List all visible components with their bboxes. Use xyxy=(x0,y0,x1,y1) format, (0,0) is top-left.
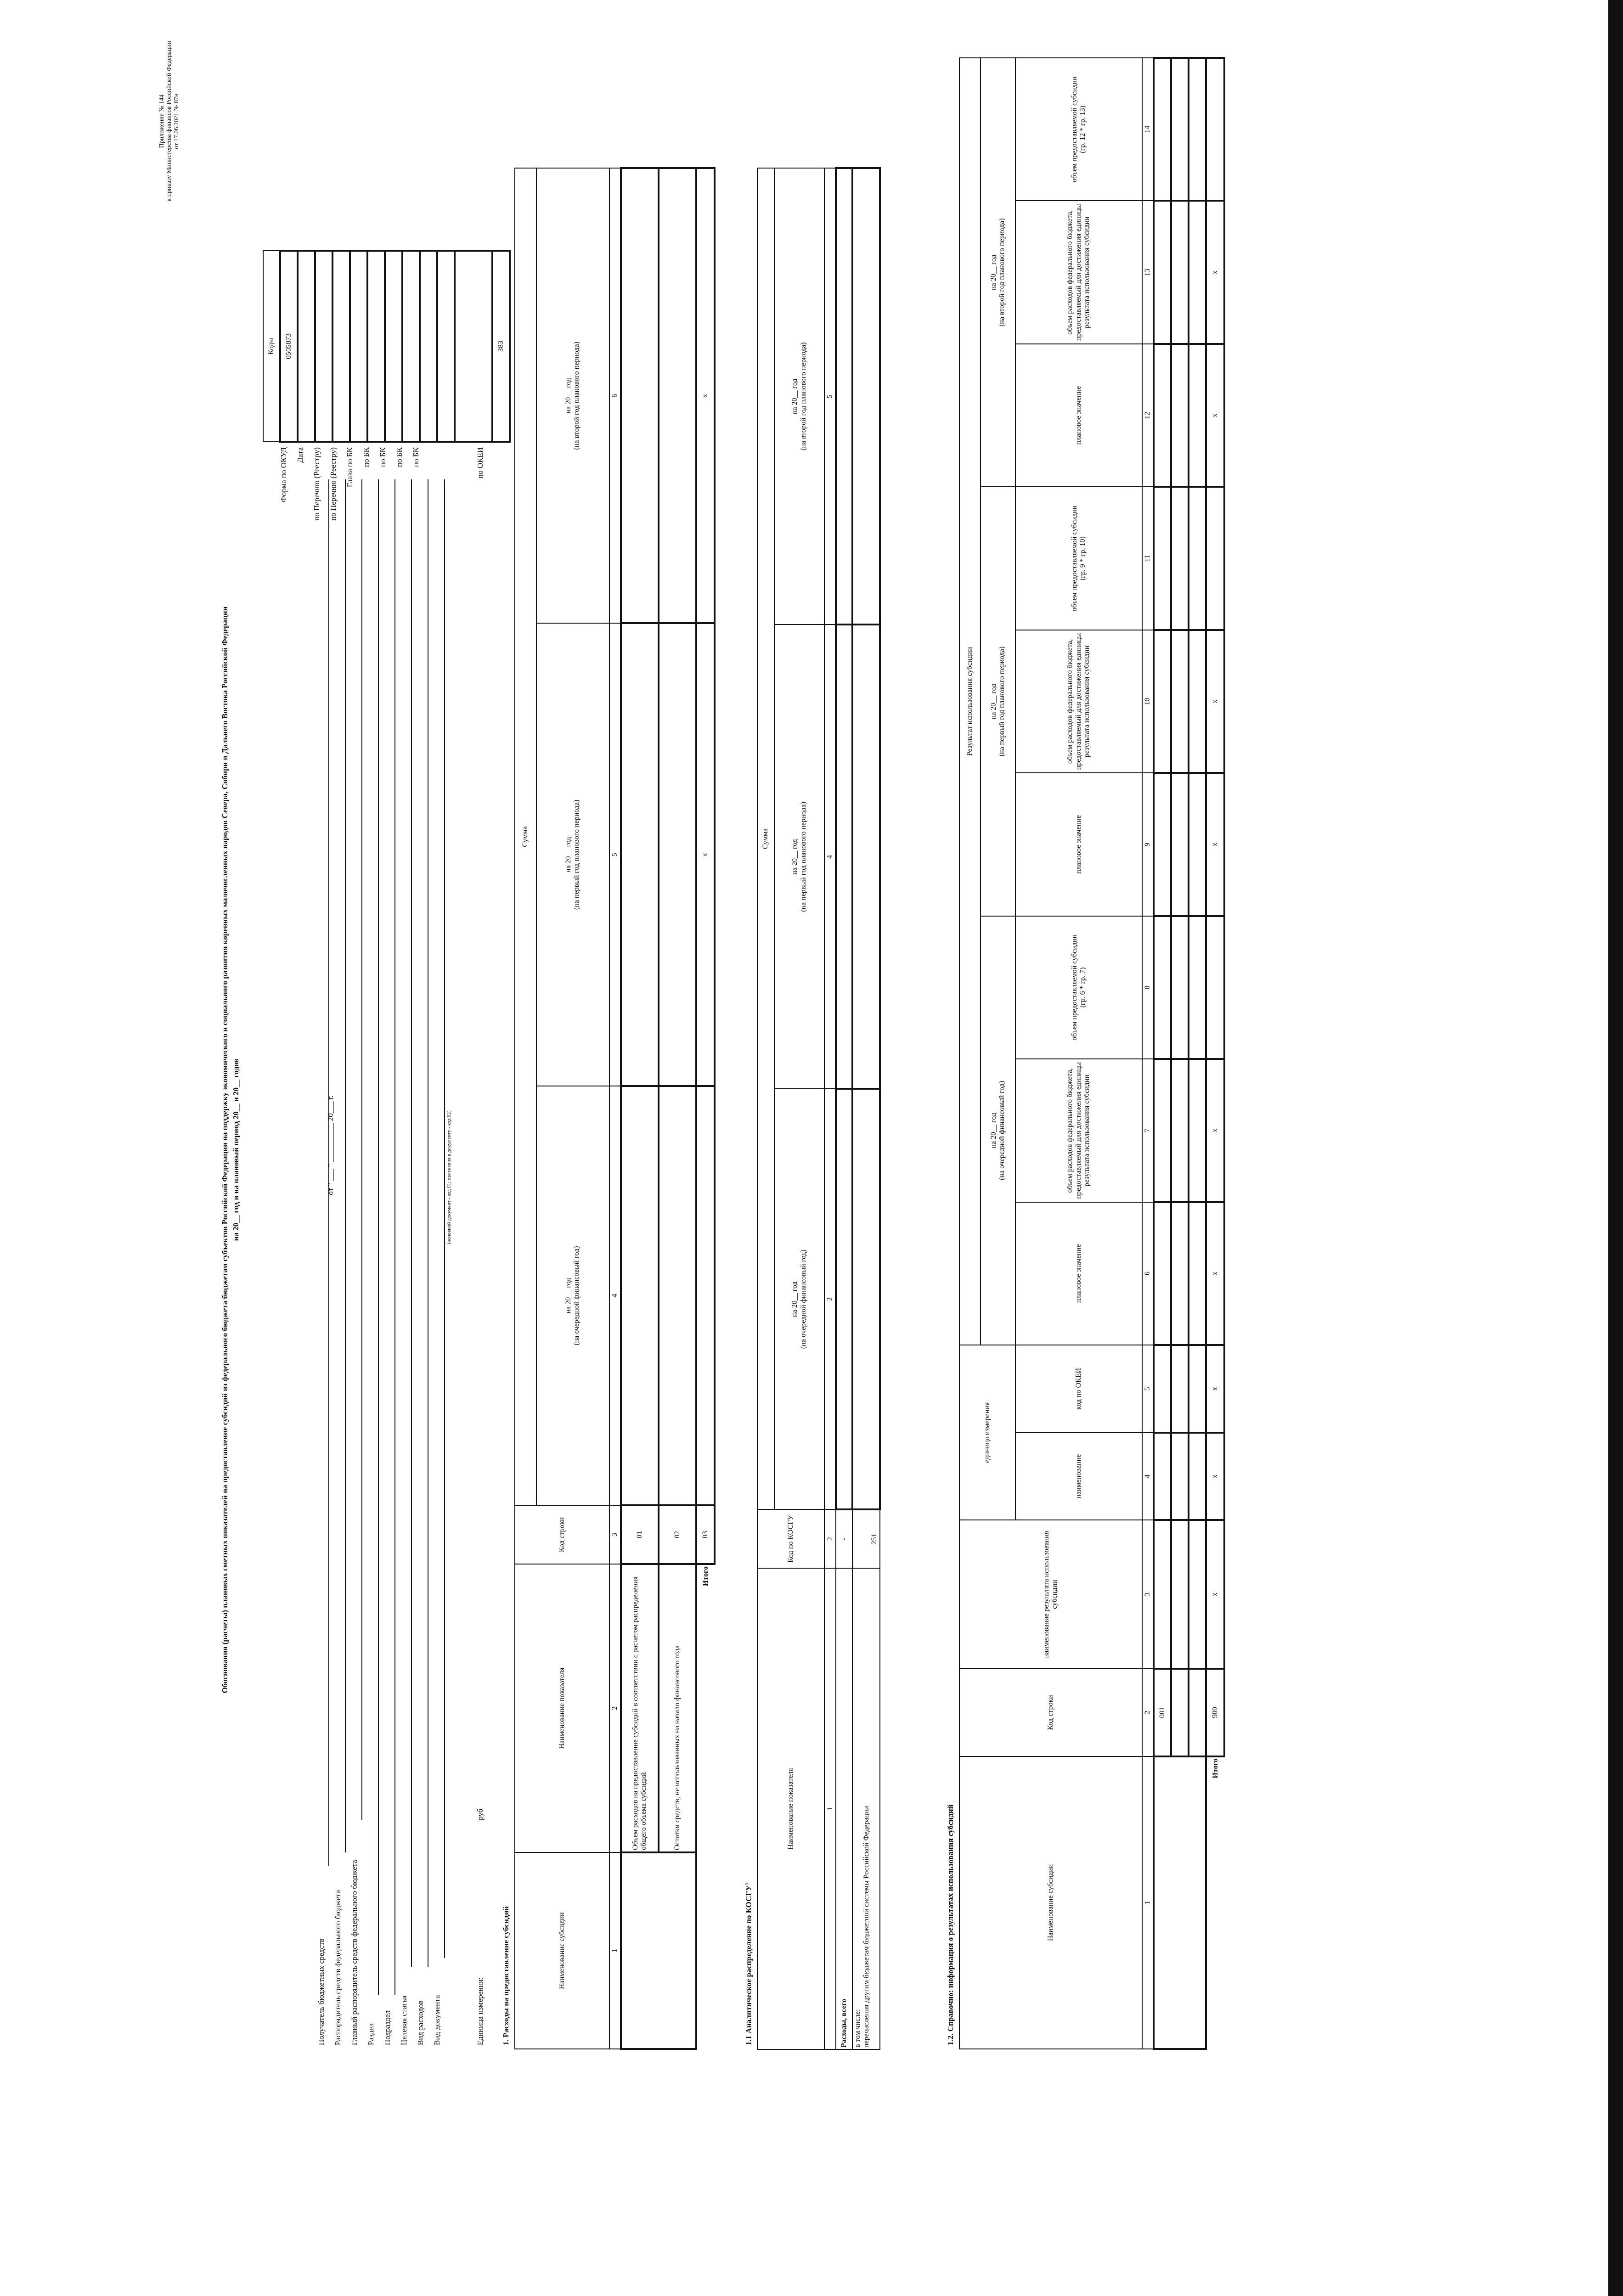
s12-row3-c13[interactable] xyxy=(1189,201,1206,343)
s12-col-plan2: плановое значение xyxy=(1015,773,1142,916)
s1-num-4: 4 xyxy=(609,1086,621,1505)
s12-total-code: 900 xyxy=(1206,1669,1224,1756)
s11-y2: на 20__ год xyxy=(791,839,799,875)
s12-vol2: объем предоставляемой субсидии xyxy=(1070,505,1078,612)
s1-y3: на 20__ год xyxy=(564,377,573,414)
s12-col-result-name: наименование результата использования субсидии xyxy=(959,1520,1142,1669)
codes-table xyxy=(263,250,511,443)
s12-total-label: Итого xyxy=(1212,1758,1220,1778)
s11-y3: на 20__ год xyxy=(791,378,799,414)
s1-col-code: Код строки xyxy=(515,1505,609,1564)
s11-col-y2 xyxy=(774,625,824,1089)
s11-num-5: 5 xyxy=(824,168,836,625)
s11-row-total-c5[interactable] xyxy=(836,168,852,625)
s1-col-subsidy: Наименование субсидии xyxy=(515,1852,609,2049)
field-recipient: Получатель бюджетных средств xyxy=(317,1938,326,2045)
s12-row1-c3[interactable] xyxy=(1154,1520,1171,1669)
s12-row1-c5[interactable] xyxy=(1154,1345,1171,1433)
s12-total-c10: х xyxy=(1206,630,1224,773)
field-distributor: Распорядитель средств федерального бюджета xyxy=(333,1890,342,2045)
s12-row3-c3[interactable] xyxy=(1189,1520,1206,1669)
section1-heading: 1. Расходы на предоставление субсидий xyxy=(502,1906,510,2045)
s12-col-unit-okei: код по ОКЕИ xyxy=(1015,1345,1142,1433)
s12-row1-c7[interactable] xyxy=(1154,1059,1171,1202)
s12-col-exp2: объем расходов федерального бюджета, предоставляемый для достижения единицы результата использования субсидии xyxy=(1015,630,1142,773)
code-target[interactable] xyxy=(402,251,420,442)
s12-total-c13: х xyxy=(1206,201,1224,343)
s12-row2-c5[interactable] xyxy=(1171,1345,1189,1433)
date-code[interactable] xyxy=(298,251,315,442)
s12-vol1-f: (гр. 6 * гр. 7) xyxy=(1079,967,1087,1008)
section11-heading-sup: 1 xyxy=(744,1882,750,1885)
s12-row3-c8[interactable] xyxy=(1189,916,1206,1059)
s1-col-y3 xyxy=(536,168,609,623)
code-label-expense: по БК xyxy=(411,447,420,467)
s12-row2-c7[interactable] xyxy=(1171,1059,1189,1202)
s12-row3-c12[interactable] xyxy=(1189,344,1206,487)
s12-row3-c10[interactable] xyxy=(1189,630,1206,773)
s12-y3-sub: (на второй год планового периода) xyxy=(998,218,1006,326)
s11-y2-sub: (на первый год планового периода) xyxy=(799,802,807,912)
s1-row1-c6[interactable] xyxy=(621,168,659,623)
s1-total-code: 03 xyxy=(696,1505,715,1564)
s12-vol3-f: (гр. 12 * гр. 13) xyxy=(1079,105,1087,153)
s12-row2-c11[interactable] xyxy=(1171,487,1189,630)
s11-row-total-c3[interactable] xyxy=(836,1089,852,1509)
s12-row1-c13[interactable] xyxy=(1154,201,1171,343)
s1-y1-sub: (на очередной финансовый год) xyxy=(573,1246,581,1345)
s1-num-2: 2 xyxy=(609,1564,621,1852)
s12-row3-c11[interactable] xyxy=(1189,487,1206,630)
s11-row-transfers-code: 251 xyxy=(852,1509,880,1568)
unit-value: руб xyxy=(476,1808,485,1820)
s1-row2-name: Остатки средств, не использованных на начало финансового года xyxy=(659,1564,696,1852)
s1-col-sum: Сумма xyxy=(515,168,536,1505)
s12-row2-c6[interactable] xyxy=(1171,1202,1189,1345)
s1-y2: на 20__ год xyxy=(564,837,573,873)
s12-num-13: 13 xyxy=(1142,201,1154,343)
s12-col-plan3: плановое значение xyxy=(1015,344,1142,487)
s12-total-c6: х xyxy=(1206,1202,1224,1345)
s12-num-8: 8 xyxy=(1142,916,1154,1059)
annex-line3: от 17.06.2021 № 87н xyxy=(173,93,180,149)
field-line-target-article xyxy=(411,479,412,1967)
s12-num-4: 4 xyxy=(1142,1433,1154,1520)
code-subsection[interactable] xyxy=(385,251,402,442)
s12-vol3: объем предоставляемой субсидии xyxy=(1070,76,1078,183)
section1-table xyxy=(514,167,716,2050)
okud-code: 0505873 xyxy=(280,251,298,442)
s1-num-6: 6 xyxy=(609,168,621,623)
s12-col-y2 xyxy=(981,487,1015,916)
s1-row1-c4[interactable] xyxy=(621,1086,659,1505)
s12-subsidy-cell[interactable] xyxy=(1154,1756,1206,2049)
s12-y2: на 20__ год xyxy=(989,683,997,720)
s11-transfers-label: перечисления другим бюджетам бюджетной системы Российской Федерации xyxy=(862,1806,870,2048)
field-line-subsection xyxy=(394,479,395,1995)
s11-row-transfers-name xyxy=(852,1568,880,2049)
s12-y1-sub: (на очередной финансовый год) xyxy=(998,1080,1006,1180)
s12-num-2: 2 xyxy=(1142,1669,1154,1756)
field-line-main-distributor xyxy=(361,479,362,1820)
s1-row2-c5[interactable] xyxy=(659,623,696,1086)
s1-total-c6: х xyxy=(696,168,715,623)
s11-col-y3 xyxy=(774,168,824,625)
s1-num-3: 3 xyxy=(609,1505,621,1564)
s1-row2-c4[interactable] xyxy=(659,1086,696,1505)
s12-col-unit-name: наименование xyxy=(1015,1433,1142,1520)
s12-col-exp1: объем расходов федерального бюджета, предоставляемый для достижения единицы результата использования субсидии xyxy=(1015,1059,1142,1202)
code-label-subsection: по БК xyxy=(378,447,387,467)
field-line-document-type xyxy=(444,479,445,1958)
okud-label: Форма по ОКУД xyxy=(279,447,288,502)
s11-col-kosgu: Код по КОСГУ xyxy=(757,1509,824,1568)
s11-y1-sub: (на очередной финансовый год) xyxy=(799,1249,807,1349)
annex-block xyxy=(158,2,180,241)
s12-col-unit: единица измерения xyxy=(959,1345,1015,1520)
s12-y3: на 20__ год xyxy=(989,254,997,290)
s12-row1-c12[interactable] xyxy=(1154,344,1171,487)
s1-total-label: Итого xyxy=(702,1566,710,1586)
field-line-section xyxy=(378,479,379,1995)
s12-num-14: 14 xyxy=(1142,58,1154,201)
s12-num-5: 5 xyxy=(1142,1345,1154,1433)
s11-row-transfers-c5[interactable] xyxy=(852,168,880,625)
field-line-distributor xyxy=(345,479,346,1852)
s12-row2-c13[interactable] xyxy=(1171,201,1189,343)
s11-incl-label: в том числе: xyxy=(854,2009,862,2048)
s11-row-total-c4[interactable] xyxy=(836,625,852,1089)
s1-col-y1 xyxy=(536,1086,609,1505)
s12-row2-c3[interactable] xyxy=(1171,1520,1189,1669)
s12-col-subsidy: Наименование субсидии xyxy=(959,1756,1142,2049)
s12-y2-sub: (на первый год планового периода) xyxy=(998,646,1006,757)
field-document-type: Вид документа xyxy=(433,1995,441,2045)
code-main[interactable] xyxy=(350,251,367,442)
s12-col-y3 xyxy=(981,58,1015,487)
s12-col-vol2 xyxy=(1015,487,1142,630)
scan-border-bottom xyxy=(1608,0,1623,2296)
code-label-recipient: по Перечню (Реестру) xyxy=(312,447,321,521)
s11-num-2: 2 xyxy=(824,1509,836,1568)
s1-y3-sub: (на второй год планового периода) xyxy=(573,341,581,450)
s12-row3-c9[interactable] xyxy=(1189,773,1206,916)
date-line: от " ___ " __________ 20___ г. xyxy=(326,1095,335,1195)
s12-row1-code: 001 xyxy=(1154,1669,1171,1756)
s11-y3-sub: (на второй год планового периода) xyxy=(799,342,807,450)
s12-y1: на 20__ год xyxy=(989,1113,997,1148)
s12-row2-code xyxy=(1171,1669,1189,1756)
s1-y2-sub: (на первый год планового периода) xyxy=(573,799,581,910)
s12-num-6: 6 xyxy=(1142,1202,1154,1345)
code-section[interactable] xyxy=(367,251,385,442)
s1-total-c5: х xyxy=(696,623,715,1086)
field-main-distributor: Главный распорядитель средств федерального бюджета xyxy=(350,1860,359,2045)
s12-col-code: Код строки xyxy=(959,1669,1142,1756)
s12-num-7: 7 xyxy=(1142,1059,1154,1202)
title-line2: на 20__ год и на плановый период 20__ и 20__ годов xyxy=(231,1058,240,1241)
s1-row1-name: Объем расходов на предоставление субсидий в соответствии с расчетом распределения общего объема субсидий xyxy=(621,1564,659,1852)
codes-header: Коды xyxy=(263,251,280,442)
field-target-article: Целевая статья xyxy=(400,1995,408,2045)
s11-num-4: 4 xyxy=(824,625,836,1089)
s11-y1: на 20__ год xyxy=(791,1281,799,1317)
unit-label: Единица измерения: xyxy=(476,1977,485,2045)
s12-row2-c4[interactable] xyxy=(1171,1433,1189,1520)
section11-table xyxy=(757,167,881,2050)
s12-num-10: 10 xyxy=(1142,630,1154,773)
field-subsection: Подраздел xyxy=(383,2010,392,2045)
s12-row1-c8[interactable] xyxy=(1154,916,1171,1059)
s1-row1-code: 01 xyxy=(621,1505,659,1564)
s12-total-c7: х xyxy=(1206,1059,1224,1202)
s1-total-c4[interactable] xyxy=(696,1086,715,1505)
s12-col-vol1 xyxy=(1015,916,1142,1059)
s12-row2-c12[interactable] xyxy=(1171,344,1189,487)
s12-row1-c11[interactable] xyxy=(1154,487,1171,630)
s11-row-total-code: - xyxy=(836,1509,852,1568)
section12-table xyxy=(959,57,1225,2050)
s12-total-c12: х xyxy=(1206,344,1224,487)
s12-total-c9: х xyxy=(1206,773,1224,916)
s1-num-5: 5 xyxy=(609,623,621,1086)
code-empty xyxy=(455,251,492,442)
s12-row1-c4[interactable] xyxy=(1154,1433,1171,1520)
s1-row1-c5[interactable] xyxy=(621,623,659,1086)
s12-num-1: 1 xyxy=(1142,1756,1154,2049)
s12-total-c3: х xyxy=(1206,1520,1224,1669)
code-label-section: по БК xyxy=(362,447,371,467)
s1-row2-c6[interactable] xyxy=(659,168,696,623)
code-label-target: по БК xyxy=(395,447,404,467)
s12-vol2-f: (гр. 9 * гр. 10) xyxy=(1079,536,1087,580)
s12-col-plan1: плановое значение xyxy=(1015,1202,1142,1345)
code-recipient[interactable] xyxy=(315,251,332,442)
s1-subsidy-cell[interactable] xyxy=(621,1852,696,2049)
s12-total-c5: х xyxy=(1206,1345,1224,1433)
s12-row3-c6[interactable] xyxy=(1189,1202,1206,1345)
section11-heading xyxy=(744,1883,754,2045)
okei-label: по ОКЕИ xyxy=(476,447,485,479)
field-section: Раздел xyxy=(366,2023,375,2045)
s12-vol1: объем предоставляемой субсидии xyxy=(1070,934,1078,1041)
s1-num-1: 1 xyxy=(609,1852,621,2049)
s12-num-11: 11 xyxy=(1142,487,1154,630)
s12-row3-c7[interactable] xyxy=(1189,1059,1206,1202)
s12-col-exp3: объем расходов федерального бюджета, предоставляемый для достижения единицы результата использования субсидии xyxy=(1015,201,1142,343)
s11-col-indicator: Наименование показателя xyxy=(757,1568,824,2049)
s12-num-12: 12 xyxy=(1142,344,1154,487)
okei-code: 383 xyxy=(492,251,510,442)
s12-row2-c9[interactable] xyxy=(1171,773,1189,916)
code-expense[interactable] xyxy=(420,251,437,442)
s1-col-y2 xyxy=(536,623,609,1086)
code-label-main: Глава по БК xyxy=(345,447,354,488)
s11-row-transfers-c4[interactable] xyxy=(852,625,880,1089)
s12-total-c8[interactable] xyxy=(1206,916,1224,1059)
s12-total-c4: х xyxy=(1206,1433,1224,1520)
s12-row3-c14[interactable] xyxy=(1189,58,1206,201)
annex-line1: Приложение № 144 xyxy=(158,94,165,148)
doc-type-note: (основной документ - код 01; изменения к документу - код 02) xyxy=(446,1110,452,1244)
s11-row-total-name: Расходы, всего xyxy=(836,1568,852,2049)
s12-row3-code xyxy=(1189,1669,1206,1756)
field-line-recipient xyxy=(328,479,329,1866)
date-code-label: Дата xyxy=(296,447,304,463)
s12-row1-c6[interactable] xyxy=(1154,1202,1171,1345)
code-doc-type[interactable] xyxy=(437,251,455,442)
s12-row2-c10[interactable] xyxy=(1171,630,1189,773)
s12-total-c11[interactable] xyxy=(1206,487,1224,630)
s12-num-9: 9 xyxy=(1142,773,1154,916)
s12-num-3: 3 xyxy=(1142,1520,1154,1669)
document-title xyxy=(220,231,241,2068)
s12-col-y1 xyxy=(981,916,1015,1345)
s12-row1-c9[interactable] xyxy=(1154,773,1171,916)
s12-row2-c14[interactable] xyxy=(1171,58,1189,201)
code-label-distributor: по Перечню (Реестру) xyxy=(329,447,338,521)
s1-y1: на 20__ год xyxy=(564,1277,573,1314)
s1-row2-code: 02 xyxy=(659,1505,696,1564)
s11-col-sum: Сумма xyxy=(757,168,774,1509)
s12-row1-c10[interactable] xyxy=(1154,630,1171,773)
s12-col-result: Результат использования субсидии xyxy=(959,58,981,1345)
s12-row3-c4[interactable] xyxy=(1189,1433,1206,1520)
s12-total-c14[interactable] xyxy=(1206,58,1224,201)
field-expense-type: Вид расходов xyxy=(416,2000,425,2045)
s11-num-3: 3 xyxy=(824,1089,836,1509)
s12-row2-c8[interactable] xyxy=(1171,916,1189,1059)
s12-row1-c14[interactable] xyxy=(1154,58,1171,201)
s1-col-indicator: Наименование показателя xyxy=(515,1564,609,1852)
section12-heading: 1.2. Справочно: информация о результатах использования субсидий xyxy=(946,1804,955,2045)
code-distributor[interactable] xyxy=(332,251,350,442)
s11-num-1: 1 xyxy=(824,1568,836,2049)
s11-col-y1 xyxy=(774,1089,824,1509)
section11-heading-text: 1.1 Аналитическое распределение по КОСГУ xyxy=(744,1885,753,2045)
annex-line2: к приказу Министерства финансов Российской Федерации xyxy=(166,41,173,202)
s12-row3-c5[interactable] xyxy=(1189,1345,1206,1433)
s12-col-vol3 xyxy=(1015,58,1142,201)
title-line1: Обоснования (расчеты) плановых сметных показателей на предоставление субсидий из федерального бюджета бюджетам субъектов Российской Федерации на поддержку экономического и социального развития коренных малочисленных народов Севера, Сибири и Дальнего Востока Российской Федерации xyxy=(220,606,229,1694)
s11-row-transfers-c3[interactable] xyxy=(852,1089,880,1509)
